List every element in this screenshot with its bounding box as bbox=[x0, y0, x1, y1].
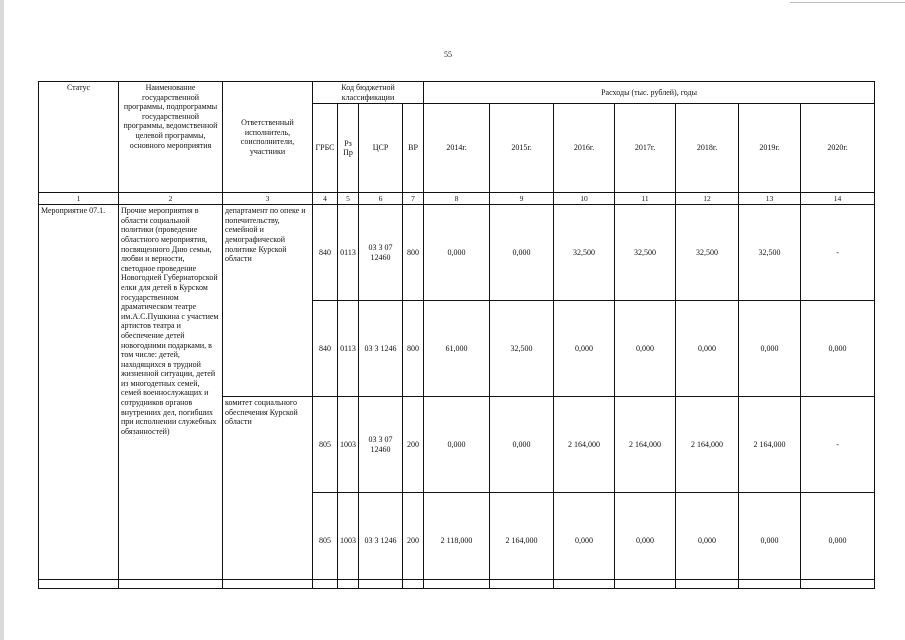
value-cell: 32,500 bbox=[739, 205, 801, 301]
column-number: 1 bbox=[39, 193, 119, 205]
header-vr: ВР bbox=[403, 104, 424, 193]
column-number: 5 bbox=[338, 193, 359, 205]
grbs-cell: 805 bbox=[313, 397, 338, 493]
value-cell: 2 164,000 bbox=[490, 493, 554, 589]
vr-cell: 800 bbox=[403, 301, 424, 397]
value-cell: - bbox=[801, 205, 875, 301]
header-rzpr: Рз Пр bbox=[338, 104, 359, 193]
column-number: 4 bbox=[313, 193, 338, 205]
header-expenses: Расходы (тыс. рублей), годы bbox=[424, 82, 875, 104]
value-cell: - bbox=[801, 397, 875, 493]
value-cell: 0,000 bbox=[615, 301, 676, 397]
value-cell: 2 164,000 bbox=[739, 397, 801, 493]
csr-cell: 03 3 1246 bbox=[359, 493, 403, 589]
rzpr-cell: 0113 bbox=[338, 301, 359, 397]
rzpr-cell: 1003 bbox=[338, 493, 359, 589]
header-year: 2014г. bbox=[424, 104, 490, 193]
grbs-cell: 840 bbox=[313, 205, 338, 301]
column-number: 10 bbox=[554, 193, 615, 205]
header-name: Наименование государственной программы, подпрограммы государственной программы, ведомственной целевой программы, основного мероприятия bbox=[119, 82, 223, 193]
table-row bbox=[39, 205, 875, 301]
value-cell: 0,000 bbox=[801, 301, 875, 397]
scan-edge bbox=[0, 0, 4, 640]
header-year: 2016г. bbox=[554, 104, 615, 193]
value-cell: 0,000 bbox=[676, 493, 739, 589]
column-number: 13 bbox=[739, 193, 801, 205]
value-cell: 2 164,000 bbox=[676, 397, 739, 493]
column-number: 8 bbox=[424, 193, 490, 205]
column-number: 6 bbox=[359, 193, 403, 205]
csr-cell: 03 3 07 12460 bbox=[359, 205, 403, 301]
budget-table bbox=[38, 81, 875, 589]
scan-mark bbox=[790, 2, 905, 3]
value-cell: 2 118,000 bbox=[424, 493, 490, 589]
value-cell: 0,000 bbox=[739, 493, 801, 589]
grbs-cell: 805 bbox=[313, 493, 338, 589]
vr-cell: 800 bbox=[403, 205, 424, 301]
vr-cell: 200 bbox=[403, 493, 424, 589]
page-number: 55 bbox=[444, 50, 452, 59]
column-number-row bbox=[39, 193, 875, 205]
value-cell: 2 164,000 bbox=[615, 397, 676, 493]
header-year: 2017г. bbox=[615, 104, 676, 193]
value-cell: 0,000 bbox=[490, 205, 554, 301]
value-cell: 0,000 bbox=[676, 301, 739, 397]
header-year: 2020г. bbox=[801, 104, 875, 193]
value-cell: 32,500 bbox=[490, 301, 554, 397]
rzpr-cell: 1003 bbox=[338, 397, 359, 493]
executor-cell: комитет социального обеспечения Курской области bbox=[223, 397, 313, 589]
grbs-cell: 840 bbox=[313, 301, 338, 397]
header-csr: ЦСР bbox=[359, 104, 403, 193]
value-cell: 2 164,000 bbox=[554, 397, 615, 493]
value-cell: 32,500 bbox=[676, 205, 739, 301]
column-number: 14 bbox=[801, 193, 875, 205]
event-name: Прочие мероприятия в области социальной политики (проведение областного мероприятия, посвященного Дню семьи, любви и верности, светодное проведение Новогодней Губернаторской елки для детей в Курском государственном драматическом театре им.А.С.Пушкина с участием артистов театра и обеспечение детей новогодними подарками, в том числе: детей, находящихся в трудной жизненной ситуации, детей из многодетных семей, семей военнослужащих и сотрудников органов внутренних дел, погибших при исполнении служебных обязанностей) bbox=[119, 205, 223, 589]
header-year: 2015г. bbox=[490, 104, 554, 193]
header-grbs: ГРБС bbox=[313, 104, 338, 193]
column-number: 9 bbox=[490, 193, 554, 205]
header-year: 2018г. bbox=[676, 104, 739, 193]
column-number: 2 bbox=[119, 193, 223, 205]
value-cell: 0,000 bbox=[615, 493, 676, 589]
vr-cell: 200 bbox=[403, 397, 424, 493]
header-status: Статус bbox=[39, 82, 119, 193]
header-budget-code: Код бюджетной классификации bbox=[313, 82, 424, 104]
event-status: Мероприятие 07.1. bbox=[39, 205, 119, 589]
value-cell: 0,000 bbox=[490, 397, 554, 493]
value-cell: 61,000 bbox=[424, 301, 490, 397]
header-executor: Ответственный исполнитель, соисполнители, участники bbox=[223, 82, 313, 193]
value-cell: 32,500 bbox=[554, 205, 615, 301]
column-number: 12 bbox=[676, 193, 739, 205]
page-bottom-rule bbox=[38, 579, 875, 580]
value-cell: 0,000 bbox=[424, 205, 490, 301]
value-cell: 32,500 bbox=[615, 205, 676, 301]
value-cell: 0,000 bbox=[801, 493, 875, 589]
value-cell: 0,000 bbox=[554, 493, 615, 589]
value-cell: 0,000 bbox=[739, 301, 801, 397]
column-number: 7 bbox=[403, 193, 424, 205]
header-year: 2019г. bbox=[739, 104, 801, 193]
column-number: 11 bbox=[615, 193, 676, 205]
column-number: 3 bbox=[223, 193, 313, 205]
executor-cell: департамент по опеке и попечительству, семейной и демографической политике Курской области bbox=[223, 205, 313, 397]
value-cell: 0,000 bbox=[554, 301, 615, 397]
rzpr-cell: 0113 bbox=[338, 205, 359, 301]
csr-cell: 03 3 1246 bbox=[359, 301, 403, 397]
value-cell: 0,000 bbox=[424, 397, 490, 493]
csr-cell: 03 3 07 12460 bbox=[359, 397, 403, 493]
